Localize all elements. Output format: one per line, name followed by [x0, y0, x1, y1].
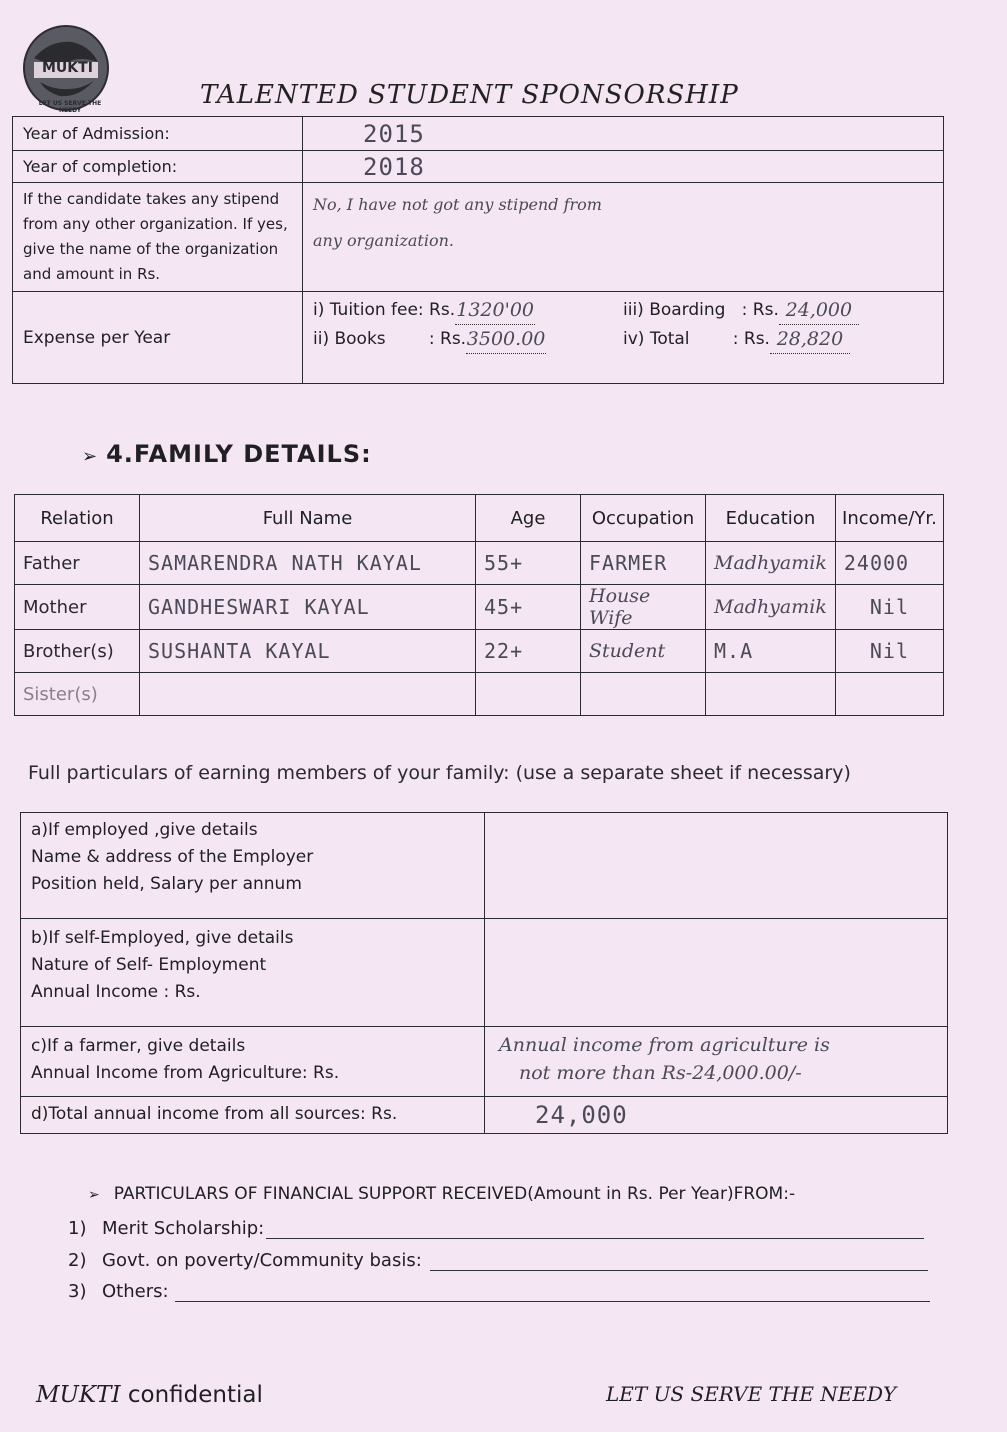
column-header: Relation — [15, 495, 140, 542]
logo-text: MUKTI — [42, 60, 93, 76]
relation-cell: Mother — [15, 585, 140, 630]
farmer-label-line: Annual Income from Agriculture: Rs. — [31, 1063, 340, 1083]
expense-label: Expense per Year — [13, 292, 303, 384]
relation-cell: Father — [15, 542, 140, 585]
year-completion-label: Year of completion: — [13, 151, 303, 183]
expense-details — [303, 292, 944, 384]
employed-value — [485, 813, 948, 919]
farmer-income-answer — [485, 1027, 948, 1097]
tuition-fee-label: i) Tuition fee: Rs. — [313, 300, 456, 320]
column-header: Full Name — [140, 495, 476, 542]
column-header: Age — [476, 495, 581, 542]
self-employed-label-line: Nature of Self- Employment — [31, 955, 267, 975]
stipend-answer-line: No, I have not got any stipend from — [313, 195, 602, 214]
others-field — [68, 1281, 930, 1302]
mukti-logo — [20, 22, 112, 114]
table-row — [15, 630, 944, 673]
total-expense-value: 28,820 — [770, 325, 850, 354]
boarding-value: 24,000 — [779, 296, 859, 325]
name-cell: SAMARENDRA NATH KAYAL — [140, 542, 476, 585]
total-expense-field — [623, 325, 933, 354]
financial-heading-text: PARTICULARS OF FINANCIAL SUPPORT RECEIVED(Amount in Rs. Per Year)FROM:- — [113, 1184, 796, 1204]
stipend-answer-line: any organization. — [313, 231, 454, 250]
blank-line — [175, 1283, 930, 1302]
relation-cell: Sister(s) — [15, 673, 140, 716]
books-value: 3500.00 — [466, 325, 546, 354]
education-cell — [706, 673, 836, 716]
stipend-label-line: If the candidate takes any stipend — [23, 190, 280, 208]
occupation-cell: Student — [581, 630, 706, 673]
item-number: 3) — [68, 1281, 87, 1302]
self-employed-label — [21, 919, 485, 1027]
self-employed-label-line: Annual Income : Rs. — [31, 982, 201, 1002]
column-header: Income/Yr. — [835, 495, 943, 542]
occupation-cell — [581, 673, 706, 716]
boarding-label: iii) Boarding : Rs. — [623, 300, 779, 320]
occupation-cell: FARMER — [581, 542, 706, 585]
year-completion-value: 2018 — [303, 151, 944, 183]
name-cell — [140, 673, 476, 716]
employed-label-line: Position held, Salary per annum — [31, 874, 302, 894]
earning-members-table — [20, 812, 948, 1134]
footer-motto: LET US SERVE THE NEEDY — [606, 1382, 897, 1406]
family-heading-text: 4.FAMILY DETAILS: — [106, 440, 372, 468]
education-cell: Madhyamik — [706, 542, 836, 585]
column-header: Occupation — [581, 495, 706, 542]
table-row — [15, 542, 944, 585]
total-income-label: d)Total annual income from all sources: Rs. — [21, 1097, 485, 1134]
family-table — [14, 494, 944, 708]
item-number: 2) — [68, 1250, 87, 1271]
item-label: Govt. on poverty/Community basis: — [102, 1250, 422, 1271]
total-expense-label: iv) Total : Rs. — [623, 329, 770, 349]
books-field — [313, 325, 623, 354]
footer-confidential — [36, 1382, 263, 1408]
education-cell: Madhyamik — [706, 585, 836, 630]
income-cell — [835, 673, 943, 716]
age-cell: 22+ — [476, 630, 581, 673]
farmer-label — [21, 1027, 485, 1097]
employed-label-line: a)If employed ,give details — [31, 820, 258, 840]
income-cell: 24000 — [835, 542, 943, 585]
govt-poverty-field — [68, 1250, 928, 1271]
self-employed-label-line: b)If self-Employed, give details — [31, 928, 294, 948]
farmer-answer-line: not more than Rs-24,000.00/- — [519, 1062, 802, 1084]
table-header-row — [15, 495, 944, 542]
logo-motto: LET US SERVE THE NEEDY — [38, 100, 102, 114]
admission-table — [12, 116, 944, 384]
merit-scholarship-field — [68, 1218, 924, 1239]
farmer-answer-line: Annual income from agriculture is — [499, 1034, 830, 1056]
employed-label-line: Name & address of the Employer — [31, 847, 314, 867]
name-cell: GANDHESWARI KAYAL — [140, 585, 476, 630]
item-number: 1) — [68, 1218, 87, 1239]
bullet-arrow-icon: ➢ — [88, 1187, 100, 1203]
item-label: Merit Scholarship: — [102, 1218, 265, 1239]
blank-line — [266, 1220, 924, 1239]
earning-members-note: Full particulars of earning members of your family: (use a separate sheet if necessary) — [28, 762, 851, 784]
blank-line — [430, 1252, 928, 1271]
stipend-label-line: from any other organization. If yes, — [23, 215, 288, 233]
income-cell: Nil — [835, 585, 943, 630]
name-cell: SUSHANTA KAYAL — [140, 630, 476, 673]
books-label: ii) Books : Rs. — [313, 329, 467, 349]
relation-cell: Brother(s) — [15, 630, 140, 673]
financial-support-heading — [88, 1184, 795, 1204]
boarding-field — [623, 296, 933, 325]
family-details-heading — [82, 440, 372, 468]
stipend-label-line: and amount in Rs. — [23, 265, 161, 283]
income-cell: Nil — [835, 630, 943, 673]
employed-label — [21, 813, 485, 919]
stipend-label — [13, 183, 303, 292]
farmer-label-line: c)If a farmer, give details — [31, 1036, 246, 1056]
bullet-arrow-icon: ➢ — [82, 446, 99, 467]
footer-confidential-text: confidential — [120, 1382, 263, 1408]
stipend-label-line: give the name of the organization — [23, 240, 279, 258]
age-cell: 55+ — [476, 542, 581, 585]
page-title: TALENTED STUDENT SPONSORSHIP — [200, 80, 739, 110]
year-admission-label: Year of Admission: — [13, 117, 303, 151]
occupation-cell: House Wife — [581, 585, 706, 630]
tuition-fee-field — [313, 296, 623, 325]
age-cell: 45+ — [476, 585, 581, 630]
education-cell: M.A — [706, 630, 836, 673]
year-admission-value: 2015 — [303, 117, 944, 151]
table-row — [15, 585, 944, 630]
age-cell — [476, 673, 581, 716]
column-header: Education — [706, 495, 836, 542]
tuition-fee-value: 1320'00 — [455, 296, 535, 325]
total-income-value: 24,000 — [485, 1097, 948, 1134]
self-employed-value — [485, 919, 948, 1027]
footer-brand: MUKTI — [36, 1382, 121, 1408]
item-label: Others: — [102, 1281, 169, 1302]
table-row — [15, 673, 944, 716]
stipend-answer — [303, 183, 944, 292]
